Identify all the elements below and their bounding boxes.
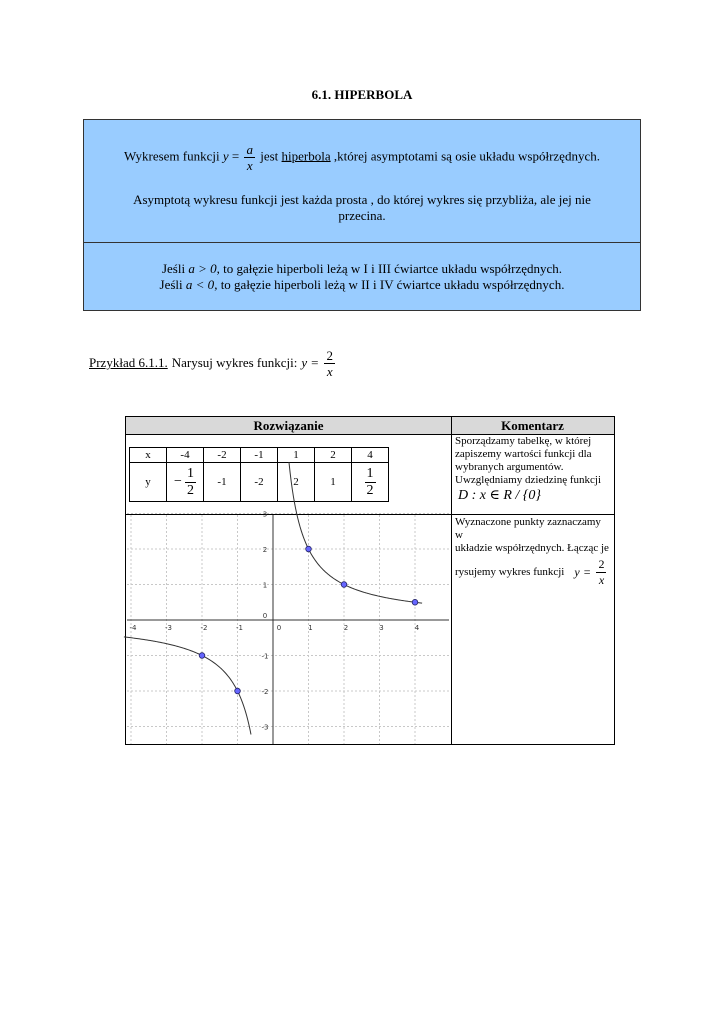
asymptote-line-2: przecina.: [338, 208, 386, 223]
y-cell: -2: [241, 463, 278, 502]
x-cell: -2: [204, 448, 241, 463]
x-tick-label: 0: [276, 624, 282, 632]
rule1-prefix: Jeśli: [161, 261, 186, 276]
definition-box: [83, 119, 641, 311]
example-numerator: 2: [326, 347, 333, 363]
x-tick-label: -4: [129, 624, 137, 632]
y-tick-label: -1: [261, 652, 269, 661]
x-cell: 4: [352, 448, 389, 463]
comment-line: Uwzględniamy dziedzinę funkcji: [455, 474, 602, 486]
x-tick-label: 4: [414, 624, 420, 632]
y-tick-label: 2: [262, 546, 268, 554]
y-cell: 2: [278, 463, 315, 502]
y-cell: -1: [204, 463, 241, 502]
solution-header: [126, 417, 614, 435]
x-cell: -1: [241, 448, 278, 463]
example-denominator: x: [326, 363, 333, 379]
comment-2: [455, 516, 610, 588]
values-table: [129, 447, 389, 502]
hyperbola-branch-negative: [124, 637, 251, 735]
fraction-denominator: x: [246, 158, 253, 173]
x-tick-label: 3: [379, 624, 384, 632]
x-cell: -4: [167, 448, 204, 463]
example-text: Narysuj wykres funkcji:: [171, 355, 298, 370]
comment-line: układzie współrzędnych. Łącząc je: [455, 542, 609, 554]
comment-1: [455, 435, 610, 505]
x-cell: 2: [315, 448, 352, 463]
definition-prefix: Wykresem funkcji: [124, 148, 220, 164]
definition-y: y: [222, 148, 229, 164]
rule-line-1: [84, 261, 640, 277]
x-cell: 1: [278, 448, 315, 463]
asymptote-line-1: Asymptotą wykresu funkcji jest każda prosta , do której wykres się przybliża, ale jej nie: [133, 192, 591, 207]
y-cell: 1: [315, 463, 352, 502]
header-solution: Rozwiązanie: [253, 418, 324, 433]
values-row-y: [130, 463, 389, 502]
header-comment: Komentarz: [501, 418, 564, 433]
x-tick-label: -2: [200, 624, 208, 632]
definition-line: [84, 142, 640, 173]
page-title: 6.1. HIPERBOLA: [311, 87, 413, 102]
example-eq: =: [311, 355, 319, 370]
x-tick-label: -3: [165, 624, 172, 632]
domain-formula: D : x ∈ R / {0}: [458, 488, 541, 503]
data-point: [199, 653, 205, 659]
example-fraction: [324, 348, 335, 379]
rule2-condition: a < 0: [185, 277, 215, 292]
y-tick-label: 3: [262, 510, 268, 519]
x-label-cell: x: [130, 448, 167, 463]
rule1-text: , to gałęzie hiperboli leżą w I i III ćwiartce układu współrzędnych.: [216, 261, 563, 276]
definition-suffix: ,której asymptotami są osie układu współrzędnych.: [333, 148, 600, 164]
rule2-text: , to gałęzie hiperboli leżą w II i IV ćwiartce układu współrzędnych.: [214, 277, 565, 292]
comment-line: rysujemy wykres funkcji: [455, 566, 565, 578]
x-tick-label: 2: [343, 624, 349, 632]
comment-y: y: [574, 565, 580, 579]
x-tick-label: 1: [308, 624, 313, 632]
data-point: [306, 546, 312, 552]
box-divider: [84, 242, 640, 243]
comment-numerator: 2: [598, 557, 605, 571]
y-cell: − $\frac{1}{2}$: [167, 463, 204, 502]
solution-table: [125, 416, 615, 745]
comment-line: Sporządzamy tabelkę, w której: [455, 435, 592, 447]
y-tick-label: 1: [262, 581, 268, 590]
hyperbola-graph: [127, 510, 449, 744]
comment-fraction: [596, 557, 606, 588]
definition-fraction: [244, 142, 255, 173]
data-point: [412, 599, 418, 605]
rule1-condition: a > 0: [188, 261, 217, 276]
comment-line: Wyznaczone punkty zaznaczamy w: [455, 516, 601, 541]
comment-line: zapiszemy wartości funkcji dla: [455, 448, 592, 460]
rule2-prefix: Jeśli: [159, 277, 183, 292]
y-cell: 1 2: [352, 463, 389, 502]
values-row-x: [130, 448, 389, 463]
data-point: [235, 688, 241, 694]
column-divider: [451, 417, 452, 744]
y-tick-label: 0: [262, 612, 268, 620]
fraction-numerator: a: [246, 142, 253, 157]
example-y: y: [301, 355, 308, 370]
y-tick-label: -3: [261, 723, 269, 732]
data-point: [341, 582, 347, 588]
comment-eq: =: [583, 565, 591, 579]
comment-formula-line: [455, 557, 610, 588]
y-label-cell: y: [130, 463, 167, 502]
y-tick-label: -2: [261, 688, 269, 696]
definition-eq: =: [231, 148, 240, 164]
example-label: Przykład 6.1.1.: [89, 355, 168, 370]
comment-line: wybranych argumentów.: [455, 461, 564, 473]
example-line: [89, 345, 337, 381]
definition-mid: jest: [260, 148, 279, 164]
rule-line-2: [84, 277, 640, 293]
comment-denominator: x: [598, 573, 605, 587]
hiperbola-link[interactable]: hiperbola: [281, 148, 331, 164]
x-tick-label: -1: [236, 624, 243, 632]
